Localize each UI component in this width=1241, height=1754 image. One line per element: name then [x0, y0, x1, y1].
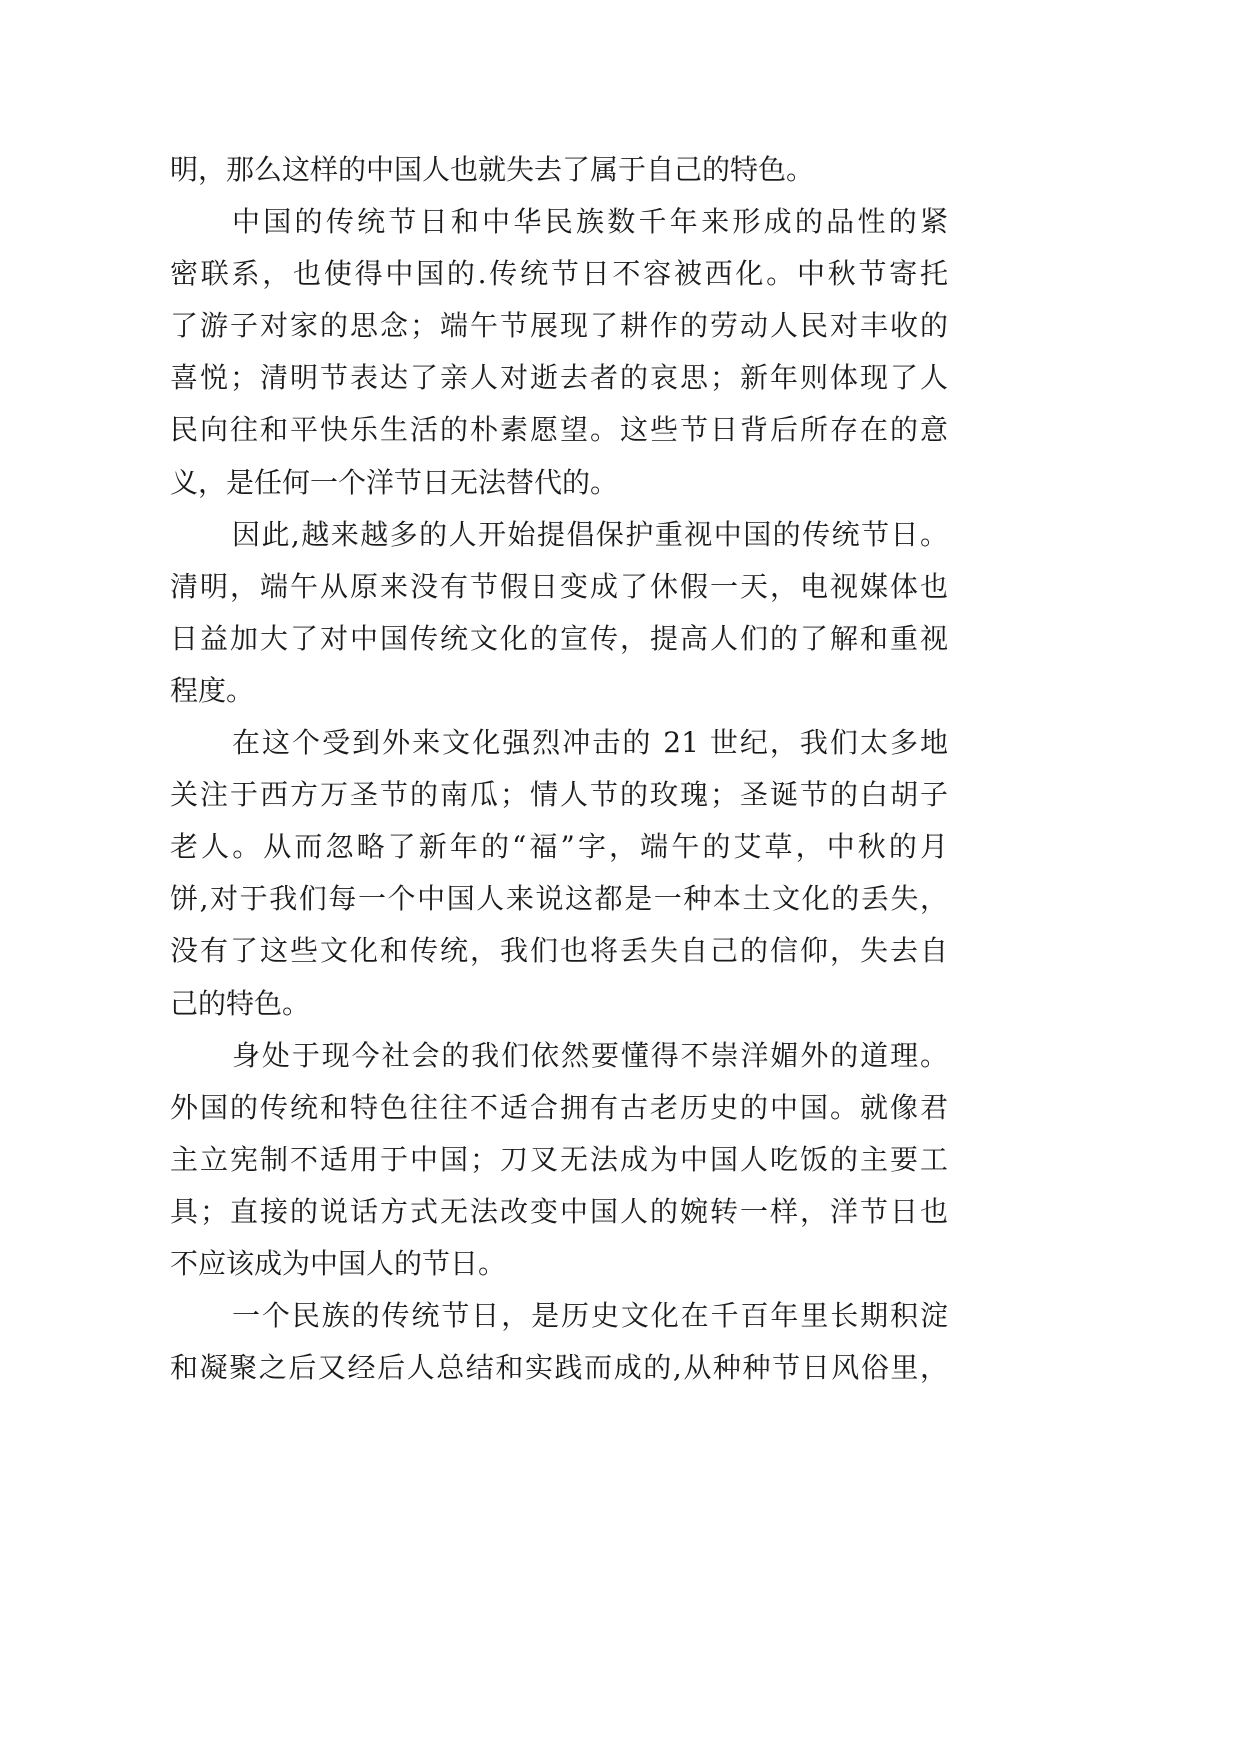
text-line: 清明，端午从原来没有节假日变成了休假一天，电视媒体也	[170, 569, 948, 603]
text-line: 外国的传统和特色往往不适合拥有古老历史的中国。就像君	[170, 1090, 948, 1124]
text-line: 了游子对家的思念；端午节展现了耕作的劳动人民对丰收的	[170, 309, 948, 343]
paragraph	[170, 1290, 948, 1394]
paragraph	[170, 144, 948, 196]
text-line: 因此,越来越多的人开始提倡保护重视中国的传统节日。	[232, 517, 948, 551]
text-line: 中国的传统节日和中华民族数千年来形成的品性的紧	[232, 205, 948, 239]
text-line: 主立宪制不适用于中国；刀叉无法成为中国人吃饭的主要工	[170, 1142, 948, 1176]
text-line: 喜悦；清明节表达了亲人对逝去者的哀思；新年则体现了人	[170, 361, 948, 395]
text-line: 具；直接的说话方式无法改变中国人的婉转一样，洋节日也	[170, 1194, 948, 1228]
text-line: 密联系，也使得中国的.传统节日不容被西化。中秋节寄托	[170, 257, 948, 291]
text-line: 一个民族的传统节日，是历史文化在千百年里长期积淀	[232, 1299, 948, 1333]
text-line: 民向往和平快乐生活的朴素愿望。这些节日背后所存在的意	[170, 413, 948, 447]
text-line: 程度。	[170, 673, 255, 707]
text-line: 身处于现今社会的我们依然要懂得不崇洋媚外的道理。	[232, 1038, 948, 1072]
text-line: 义，是任何一个洋节日无法替代的。	[170, 465, 619, 499]
paragraph	[170, 196, 948, 509]
paragraph	[170, 717, 948, 1030]
text-line: 关注于西方万圣节的南瓜；情人节的玫瑰；圣诞节的白胡子	[170, 778, 948, 812]
paragraph	[170, 1030, 948, 1290]
text-line: 在这个受到外来文化强烈冲击的 21 世纪，我们太多地	[232, 726, 948, 760]
text-line: 日益加大了对中国传统文化的宣传，提高人们的了解和重视	[170, 621, 948, 655]
text-line: 己的特色。	[170, 986, 311, 1020]
paragraph	[170, 509, 948, 717]
text-line: 和凝聚之后又经后人总结和实践而成的,从种种节日风俗里，	[170, 1351, 948, 1385]
text-line: 老人。从而忽略了新年的“福”字，端午的艾草，中秋的月	[170, 830, 948, 864]
text-line: 不应该成为中国人的节日。	[170, 1246, 507, 1280]
text-line: 明，那么这样的中国人也就失去了属于自己的特色。	[170, 153, 815, 186]
text-line: 饼,对于我们每一个中国人来说这都是一种本土文化的丢失，	[170, 882, 948, 916]
text-line: 没有了这些文化和传统，我们也将丢失自己的信仰，失去自	[170, 934, 948, 968]
document-body	[170, 144, 948, 1394]
